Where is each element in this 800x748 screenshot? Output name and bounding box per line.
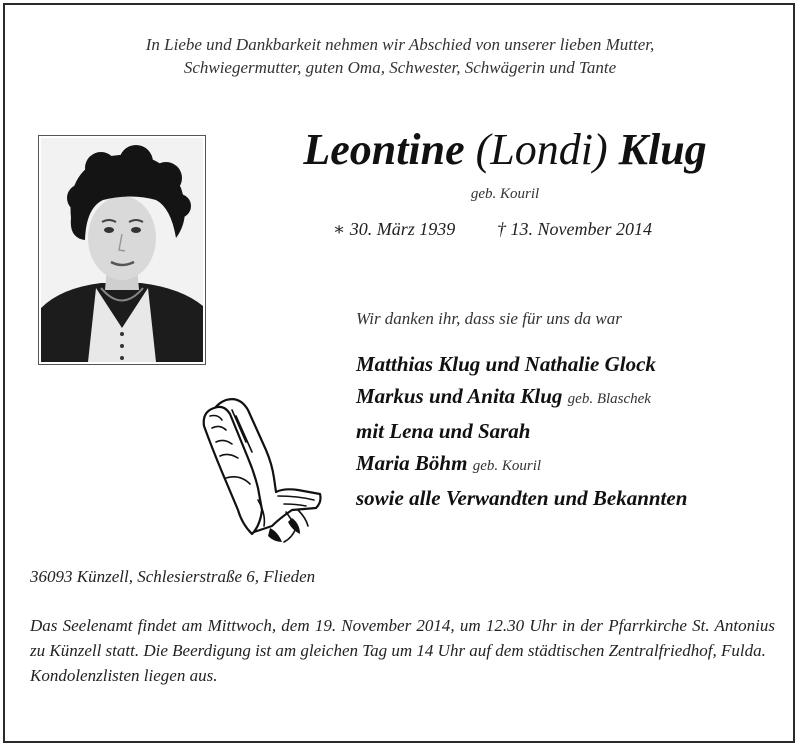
- mourner-line: [356, 348, 687, 380]
- praying-hands-icon: [188, 392, 328, 549]
- last-name: Klug: [618, 125, 707, 174]
- service-text: Das Seelenamt findet am Mittwoch, dem 19. November 2014, um 12.30 Uhr in der Pfarrkirche St. Antonius zu Künzell statt. Die Beerdigung ist am gleichen Tag um 14 Uhr auf dem städtischen Zentralfriedhof, Fulda.: [30, 616, 775, 660]
- thanks-line: Wir danken ihr, dass sie für uns da war: [356, 309, 622, 328]
- mourner-name: Matthias Klug und Nathalie Glock: [356, 352, 656, 376]
- nickname: (Londi): [475, 125, 608, 174]
- maiden-name: geb. Kouril: [470, 186, 540, 202]
- service-info: [30, 613, 775, 688]
- mourner-line: [356, 415, 687, 447]
- portrait-photo: [38, 135, 206, 365]
- intro-line-1: In Liebe und Dankbarkeit nehmen wir Abschied von unserer lieben Mutter,: [145, 35, 655, 54]
- mourner-line: [356, 380, 687, 415]
- mourner-line: [356, 447, 687, 482]
- mourner-name: mit Lena und Sarah: [356, 419, 531, 443]
- intro-line-2: Schwiegermutter, guten Oma, Schwester, Schwägerin und Tante: [183, 58, 617, 77]
- deceased-name: [210, 122, 800, 178]
- death-date: † 13. November 2014: [497, 219, 652, 239]
- address: 36093 Künzell, Schlesierstraße 6, Flieden: [30, 567, 316, 586]
- mourner-line: [356, 482, 687, 514]
- birth-date: ∗ 30. März 1939: [333, 219, 456, 239]
- mourner-name: Maria Böhm: [356, 451, 468, 475]
- portrait-image: [41, 138, 203, 362]
- condolence-note: Kondolenzlisten liegen aus.: [30, 666, 218, 685]
- mourners-list: [356, 348, 687, 514]
- intro-text: [0, 33, 800, 79]
- mourner-note: geb. Kouril: [472, 458, 542, 474]
- mourner-note: geb. Blaschek: [567, 391, 651, 407]
- mourner-name: sowie alle Verwandten und Bekannten: [356, 486, 688, 510]
- first-name: Leontine: [303, 125, 465, 174]
- mourner-name: Markus und Anita Klug: [356, 384, 563, 408]
